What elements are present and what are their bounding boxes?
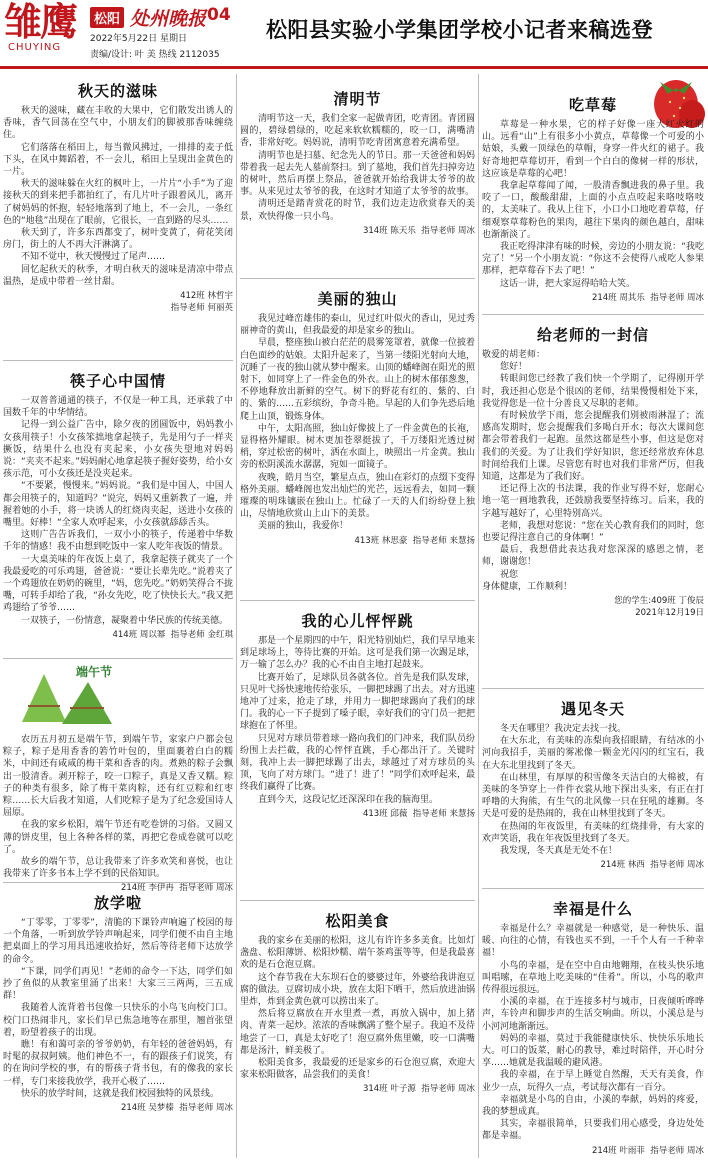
paragraph: 快乐的放学时间，这就是我们校园独特的风景线。 xyxy=(21,1088,220,1099)
column-left xyxy=(3,74,233,1158)
paragraph: 记得一到公益广告中，除夕夜的团圆饭中，妈妈教小女孩用筷子！小女孩笨拙地拿起筷子，先是用勺子一样夹撅饭，结果什么也没有夹起来，小女孩失望地对妈妈说：“夹夹不起来。”妈妈耐心地拿起筷子握好姿势，给小女孩示范，可小女孩还是没夹起来。 xyxy=(3,420,233,480)
author-teacher-line xyxy=(240,808,475,820)
paragraph: 农历五月初五是端午节，到端午节，家家户户都会包粽子，粽子是用香香的箬竹叶包的，里面裹着白白的糯米，中间还有咸咸的梅干菜和香香的肉。煮熟的粽子会飘出一股清香。剥开粽子，咬一口粽子，真是又香又糯。粽子的种类有很多，除了梅干菜肉粽，还有红豆粽和红枣粽……长大后我才知道，人们吃粽子是为了纪念爱国诗人屈原。 xyxy=(3,735,233,819)
article-title: 放学啦 xyxy=(93,894,142,912)
paragraph: 小溪的幸福，在于连接多村与城市，日夜倾听哗哗声，车铃声和脚步声的生活交响曲。所以，小溪总是与小河河地渐渐远。 xyxy=(482,997,704,1032)
article-letter xyxy=(482,318,704,688)
page-headline: 松阳县实验小学集团学校小记者来稿选登 xyxy=(266,18,653,42)
paragraph: 早晨，整座独山被白茫茫的晨雾笼罩着，就像一位披着白色面纱的姑娘。太阳升起来了，当第一缕阳光射向大地，沉睡了一夜的独山就从梦中醒来。山顶的蟠峰阁在阳光的照射下，如同穿上了一件金色的外衣。山上的树木郁郁葱葱，不停地释放出新鲜的空气。树下的野花有红的、紫的、白的、紫的……五彩缤纷，争奇斗艳。早起的人们争先恐后地爬上山顶，锻炼身体。 xyxy=(240,338,475,422)
paragraph: 松阳美食多，我最爱的还是家乡的石仓泡豆腐，欢迎大家来松阳做客，品尝我们的美食！ xyxy=(240,1058,475,1081)
teacher-name: 指导老师 来慧扬 xyxy=(412,808,475,819)
paper-name: 处州晚报 xyxy=(130,8,207,30)
paragraph: 清明还是踏青赏花的时节，我们边走边欣赏春天的美景，欢快得像一只小鸟。 xyxy=(240,199,475,222)
paragraph: 秋天的滋味躲在火红的枫叶上，一片片“小手”为了迎接秋天的到来把手都拍红了，有几片叶子跟着风儿，离开了树妈妈的怀抱，轻轻地落到了地上，不一会儿，一条红色的“地毯”出现在了眼前，它很长，一直到路的尽头…… xyxy=(3,179,233,226)
teacher-name: 指导老师 周冰 xyxy=(421,1084,475,1095)
article-autumn xyxy=(3,74,233,326)
logo: 雏鹰 xyxy=(4,0,77,44)
paragraph: 只见对方球员带着球一路向我们的门冲来，我们队员纷纷围上去拦截，我的心怦怦直跳，手心都出汗了。关键时刻，我冲上去一脚把球踢了出去，球越过了对方球员的头顶，飞向了对方球门。“进了！进了！”同学们欢呼起来，最终我们赢得了比赛。 xyxy=(240,733,475,793)
article-chopsticks xyxy=(3,364,233,704)
author-name: 314班 陈天乐 xyxy=(362,225,416,236)
letter-greeting: 敬爱的胡老师： xyxy=(482,350,546,360)
article-divider xyxy=(482,888,704,889)
paragraph: 那是一个星期四的中午，阳光特别灿烂，我们早早地来到足球场上，等待比赛的开始。这可是我们第一次踢足球，万一输了怎么办？我的心不由自主地打起鼓来。 xyxy=(240,636,475,671)
paragraph: 妈妈的幸福，莫过于我能健康快乐、快快乐乐地长大。可口的饭菜，耐心的教导，难过时陪伴，开心时分享……她就是我温暖的避风港。 xyxy=(482,1033,704,1069)
paragraph: 秋天到了，许多东西都变了，树叶变黄了，荷花笑闭房门，街上的人不再大汗淋漓了。 xyxy=(3,228,233,251)
teacher-name: 指导老师 周冰 xyxy=(179,883,233,894)
author-teacher-line xyxy=(3,1102,233,1114)
paragraph: 我的家乡在美丽的松阳，这儿有许许多多美食。比如灯盏盘、松阳薄饼、松阳炒糯、端午茶鸡蛋等等，但是我最喜欢的是石仓泡豆腐。 xyxy=(240,936,475,971)
letter-wishes: 身体健康，工作顺利！ xyxy=(482,581,573,592)
column-rule xyxy=(478,74,479,1158)
masthead-divider xyxy=(0,66,708,69)
author-teacher-line xyxy=(482,1145,704,1157)
article-divider xyxy=(482,688,704,689)
paragraph: 老师，我想对您说：“您在关心教育我们的同时，您也要记得注意自己的身体啊！” xyxy=(482,520,704,544)
paragraph: 这则广告告诉我们，一双小小的筷子，传递着中华数千年的情感！我不由想到吃饭中一家人吃年夜饭的情景。 xyxy=(3,530,233,553)
article-title: 松阳美食 xyxy=(325,912,390,930)
paragraph: 在热闹的年夜饭里，有美味的红烧排骨，有大家的欢声笑语，我在年夜饭里找到了冬天。 xyxy=(482,821,704,844)
author-name: 214班 周其乐 xyxy=(591,292,645,303)
teacher-name: 指导老师 来慧扬 xyxy=(412,535,475,546)
teacher-line: 指导老师 何丽英 xyxy=(170,303,233,314)
paragraph: 比赛开始了，足球队员各就各位。首先是我们队发球，只见叶弋扬快速地传给张乐，一脚把球踢了出去。对方迅速地冲了过来，抢走了球，并用力一脚把球踢向了我们的球门。我的心一下子提到了嗓子眼，幸好我们的守门员一把把球抱在了怀里。 xyxy=(240,672,475,732)
letter-author: 您的学生:409班 丁俊辰 xyxy=(614,596,704,607)
column-right xyxy=(482,74,704,1158)
paragraph: 还记得上次的书法课，我的作业写得不好，您耐心地一笔一画地教我，还鼓励我要坚持练习。后来，我的字越写越好了，心里特别高兴。 xyxy=(482,484,704,519)
author-name: 414班 周以幂 xyxy=(112,629,166,640)
article-divider xyxy=(3,882,233,883)
paragraph: 瞧！有和蔼可亲的爷爷奶奶，有年轻的爸爸妈妈，有时髦的叔叔阿姨。他们神色不一，有的跟孩子们说笑，有的在询问学校的事，有的帮孩子背书包，有的像我的家长一样，专门来接我放学，我开心极了…… xyxy=(3,1040,233,1087)
article-qingming xyxy=(240,82,475,278)
teacher-name: 指导老师 周冰 xyxy=(179,1103,233,1114)
paragraph: 在我的家乡松阳，端午节还有吃卷饼的习俗。又圆又薄的饼皮里，包上各种各样的菜，再把它卷成卷就可以吃了。 xyxy=(3,820,233,855)
author-name: 214班 林西 xyxy=(600,860,645,871)
paragraph: 幸福就是小鸟的自由，小溪的奉献，妈妈的疼爱，我的梦想成真。 xyxy=(482,1094,704,1118)
author-name: 214班 吴梦榛 xyxy=(120,1103,174,1114)
paragraph: 然后将豆腐放在开水里煮一煮，再放入锅中，加上猪肉、青菜一起炒。浓浓的香味飘满了整个屋子。我迫不及待地尝了一口，真是太好吃了！泡豆腐外焦里嫩，咬一口满嘴都是汤汁，鲜美极了。 xyxy=(240,1009,475,1056)
author-teacher-line xyxy=(482,292,704,304)
paragraph: 不知不觉中，秋天慢慢过了尾声…… xyxy=(21,252,166,263)
paragraph: 故乡的端午节，总让我带来了许多欢笑和喜悦，也让我带来了许多书本上学不到的民俗知识。 xyxy=(3,857,233,880)
issue-date: 2022年5月22日 星期日 xyxy=(90,34,187,44)
letter-date: 2021年12月19日 xyxy=(635,608,704,619)
paragraph: 我发现，冬天真是无处不在！ xyxy=(500,846,618,857)
article-title: 我的心儿怦怦跳 xyxy=(301,612,414,630)
page-number: 04 xyxy=(207,5,231,25)
paragraph: 冬天在哪里？我决定去找一找。 xyxy=(500,724,627,734)
paragraph: “丁零零，丁零零”，清脆的下课铃声响遍了校园的每一个角落，一听到放学铃声响起来，同学们便不由自主地把桌面上的学习用具迅速收拾好，然后等待老师下达放学的命令。 xyxy=(3,918,233,965)
article-heartbeat xyxy=(240,604,475,900)
author-teacher-line xyxy=(240,535,475,547)
article-divider xyxy=(240,600,475,601)
author-name: 214班 李伊冉 xyxy=(120,883,174,894)
author-teacher-line xyxy=(3,629,233,641)
paragraph: 小鸟的幸福，是在空中自由地翱翔，在枝头快乐地叫唱嗦，在草地上吃美味的“佳肴”。所以，小鸟的歌声传得很远很远。 xyxy=(482,960,704,996)
zongzi-art-text: 端午节 xyxy=(76,665,113,679)
article-dushan xyxy=(240,282,475,600)
paragraph: 一双筷子，一份情意，凝聚着中华民族的传统美德。 xyxy=(21,615,229,626)
paragraph: 秋天的滋味，藏在丰收的大果中，它们散发出诱人的香味，香气回荡在空气中，小朋友们的脚被那香味缠绕住。 xyxy=(3,106,233,141)
paragraph: 在大东北，有美味的冻梨向我招眼睛，有结冰的小河向我招手，美丽的雾凇像一颗金光闪闪的红宝石，我在大东北里找到了冬天。 xyxy=(482,736,704,771)
paragraph: 草莓是一种水果，它的样子好像一座大红火红的山。远看“山”上有很多小小黄点，草莓像一个可爱的小姑娘，头戴一顶绿色的草帽，身穿一件火红的裙子。我好奇地把草莓切开，看到一个白白的像树一样的形状，这应该是草莓的心吧！ xyxy=(482,120,704,179)
column-rule xyxy=(236,74,237,1158)
author-name: 314班 叶子源 xyxy=(362,1084,416,1095)
article-songyang-food xyxy=(240,904,475,1158)
paragraph: 我的幸福，在于早上睡觉自然醒，天天有美食，作业少一点，玩得久一点，考试每次都有一百分。 xyxy=(482,1070,704,1093)
article-title: 吃草莓 xyxy=(568,96,617,114)
paragraph: 其实，幸福很简单，只要我们用心感受，身边处处都是幸福。 xyxy=(482,1119,704,1142)
author-teacher-line xyxy=(240,225,475,237)
article-title: 秋天的滋味 xyxy=(77,82,158,100)
author-name: 214班 叶雨菲 xyxy=(591,1145,645,1156)
paragraph: 它们落落在稻田上，每当微风拂过，一排排的麦子低下头，在风中舞蹈着，不一会儿，稻田上呈现出金黄色的一片。 xyxy=(3,142,233,178)
letter-closing: 祝您 xyxy=(500,569,519,580)
paragraph: “不要紧，慢慢来。”妈妈说。“我们是中国人，中国人都会用筷子的，知道吗？”说完，妈妈又重新教了一遍，并握着她的小手，将一块诱人的红烧肉夹起，送进小女孩的嘴里。好棒！“全家人欢呼起来，小女孩就舔舔舌头。 xyxy=(3,481,233,529)
article-divider xyxy=(240,278,475,279)
author-name: 413班 林思豪 xyxy=(354,535,408,546)
paragraph: 转眼间您已经教了我们快一个学期了，记得刚开学时，我还担心您是个很凶的老师，结果慢慢相处下来，我觉得您是一位十分善良又尽职的老师。 xyxy=(482,374,704,409)
article-title: 给老师的一封信 xyxy=(536,326,649,344)
paragraph: 回忆起秋天的秋季，才明白秋天的滋味是清凉中带点温热，是成中带着一丝甘甜。 xyxy=(3,264,233,287)
editor-line: 责编/设计: 叶 美 热线 2112035 xyxy=(90,50,220,60)
article-divider xyxy=(3,658,233,659)
article-title: 筷子心中国情 xyxy=(69,372,166,390)
article-happiness xyxy=(482,892,704,1158)
paragraph: 最后，我想借此表达我对您深深的感恩之情，老师，谢谢您！ xyxy=(482,545,704,568)
paragraph: 清明节这一天，我们全家一起做青团，吃青团。青团圆圆的，碧绿碧绿的，吃起来软软糯糯的，咬一口，满嘴清香，非常好吃。妈妈说，清明节吃青团寓意着充满希望。 xyxy=(240,114,475,149)
column-middle xyxy=(240,74,475,1158)
logo-english: CHUYING xyxy=(8,42,62,53)
paragraph: “下课，同学们再见！”老师的命令一下达，同学们如抄了鱼似的从教室里涌了出来！大家三三两两，三五成群！ xyxy=(3,966,233,1002)
article-divider xyxy=(482,314,704,315)
article-title: 幸福是什么 xyxy=(552,900,633,918)
paragraph: 直到今天，这段记忆还深深印在我的脑海里。 xyxy=(258,794,439,805)
article-title: 遇见冬天 xyxy=(560,700,625,718)
paragraph: 幸福是什么？幸福就是一种感觉，是一种快乐、温暖、向往的心情，有钱也买不到，一千个人有一千种幸福！ xyxy=(482,924,704,959)
paragraph: 有时候放学下雨，您会提醒我们别被雨淋湿了；流感高发期时，您会提醒我们多喝白开水；每次大课间您都会带着我们一起跑。虽然这都是些小事，但这是您对我们的关爱。为了让我们学好知识，您还经常放弃休息时间给我们上课。尽管您有时也对我们非常严厉，但我知道，这都是为了我们好。 xyxy=(482,411,704,483)
paragraph: 我随着人流背着书包像一只快乐的小鸟飞向校门口。校门口热闹非凡，家长们早已焦急地等在那里，翘首张望着，盼望着孩子的出现。 xyxy=(3,1003,233,1038)
masthead xyxy=(0,0,708,62)
teacher-name: 指导老师 周冰 xyxy=(650,292,704,303)
paragraph: 这个春节我在大东坝石仓的婆婆过年，外婆给我讲泡豆腐的做法。豆腐切成小块，放在太阳下晒干，然后放进油锅里炸，炸到金黄色就可以捞出来了。 xyxy=(240,972,475,1008)
paragraph: 中午，太阳高照，独山好像披上了一件金黄色的长袍，显得格外耀眼。树木更加苍翠挺拔了，千万缕阳光透过树梢，穿过松密的树叶，洒在水面上，映照出一片金黄。独山旁的松阴溪流水潺潺，宛如一面镜子。 xyxy=(240,423,475,471)
paragraph: 一双普普通通的筷子，不仅是一种工具，还承载了中国数千年的中华情结。 xyxy=(3,396,233,419)
author-line: 412班 林哲宇 xyxy=(180,291,233,302)
article-title: 清明节 xyxy=(333,90,382,108)
paragraph: 这话一讲，把大家逗得哈哈大笑。 xyxy=(500,278,636,289)
paragraph: 我拿起草莓闻了闻，一股清香飘进我的鼻子里。我咬了一口，酸酸甜甜，上面的小点点咬起来咯吱咯吱的，太美味了。我从上往下，小口小口地吃着草莓，仔细观察草莓粉色的果肉，越往下果肉的颜色越白，甜味也渐渐淡了。 xyxy=(482,181,704,240)
teacher-name: 指导老师 周冰 xyxy=(650,860,704,871)
paragraph: 夜晚，皓月当空，繁星点点，独山在彩灯的点缀下变得格外美丽。蟠峰阁也发出灿烂的光芒，远远看去，如同一颗璀璨的明珠镶嵌在独山上。忙碌了一天的人们纷纷登上独山，尽情地欣赏山上山下的美景。 xyxy=(240,472,475,520)
teacher-name: 指导老师 金红琪 xyxy=(170,629,233,640)
paragraph: 清明节也是扫墓、纪念先人的节日。那一天爸爸和妈妈带着我一起去先人墓前祭扫。到了墓地，我们首先扫掉旁边的树叶，然后再摆上祭品，爸爸就开始给我讲太爷爷的故事。从来见过太爷爷的我，在这时才知道了太爷爷的故事。 xyxy=(240,150,475,198)
letter-hello: 您好！ xyxy=(500,362,528,373)
article-title: 美丽的独山 xyxy=(317,290,398,308)
author-teacher-line xyxy=(482,859,704,871)
teacher-name: 指导老师 周冰 xyxy=(650,1145,704,1156)
paragraph: 美丽的独山，我爱你！ xyxy=(258,521,349,532)
article-divider xyxy=(240,900,475,901)
author-teacher-line xyxy=(240,1083,475,1095)
paragraph: 我见过峰峦雄伟的泰山，见过红叶似火的香山，见过秀丽神奇的黄山，但我最爱的却是家乡的独山。 xyxy=(240,314,475,337)
paragraph: 我正吃得津津有味的时候，旁边的小朋友说：“我吃完了！”另一个小朋友说：“你这不会使得八戒吃人参果那样，把草莓吞下去了吧！” xyxy=(482,242,704,277)
paragraph: 一大桌美味的年夜饭上桌了，我拿起筷子就夹了一个我最爱吃的可乐鸡翅，爸爸说：“要让长辈先吃。”说着夹了一个鸡翅放在奶奶的碗里，“妈，您先吃。”奶奶笑得合不拢嘴，可转手却给了我，“孙女先吃，吃了快快长大。”我又把鸡翅给了爷爷…… xyxy=(3,554,233,614)
article-school-out xyxy=(3,886,233,1158)
article-divider xyxy=(3,360,233,361)
author-name: 413班 邱薇 xyxy=(362,808,408,819)
teacher-name: 指导老师 周冰 xyxy=(421,225,475,236)
article-strawberry xyxy=(482,88,704,314)
section-tag: 松阳 xyxy=(90,7,124,28)
paragraph: 在山林里，有厚厚的积雪像冬天洁白的大棉被，有美味的冬笋穿上一件件衣裳从地下探出头来，有正在打呼噜的大狗熊，有生气的北风像一只在狂吼的雄狮。冬天是可爱的是热闹的，我在山林里找到了冬天。 xyxy=(482,772,704,820)
article-winter xyxy=(482,692,704,888)
